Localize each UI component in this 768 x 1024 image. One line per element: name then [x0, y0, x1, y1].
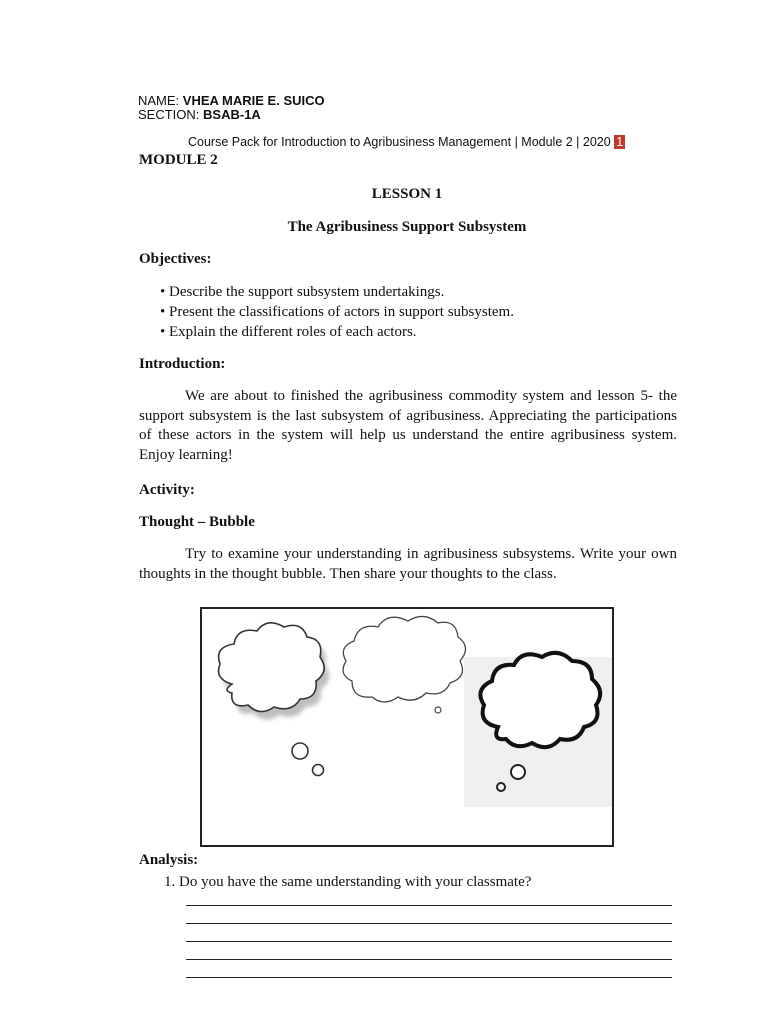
name-label: NAME: [138, 93, 180, 108]
objective-item: • Describe the support subsystem undertakings. [160, 284, 445, 300]
lesson-number: LESSON 1 [371, 186, 443, 202]
answer-line[interactable] [186, 977, 672, 978]
course-header [188, 135, 625, 149]
module-title: MODULE 2 [139, 152, 218, 168]
section-label: SECTION: [138, 107, 200, 122]
answer-line[interactable] [186, 905, 672, 906]
activity-subheading: Thought – Bubble [139, 514, 255, 530]
page-number: 1 [616, 135, 624, 149]
activity-heading: Activity: [139, 482, 195, 498]
lesson-title: The Agribusiness Support Subsystem [287, 219, 527, 235]
introduction-heading: Introduction: [139, 356, 226, 372]
objective-item: • Present the classifications of actors in support subsystem. [160, 304, 514, 320]
course-line: Course Pack for Introduction to Agribusiness Management | Module 2 | 2020 [188, 135, 611, 149]
section-value: BSAB-1A [203, 107, 261, 122]
analysis-question: 1. Do you have the same understanding with your classmate? [164, 874, 532, 890]
thought-cloud-left [219, 623, 330, 776]
analysis-heading: Analysis: [139, 852, 199, 868]
objectives-heading: Objectives: [139, 251, 212, 267]
thought-bubbles-illustration [202, 609, 612, 845]
activity-text: Try to examine your understanding in agribusiness subsystems. Write your own thoughts in the thought bubble. Then share your thoughts to the class. [139, 546, 677, 582]
thought-cloud-middle [343, 616, 465, 713]
answer-line[interactable] [186, 941, 672, 942]
objective-item: • Explain the different roles of each actors. [160, 324, 417, 340]
answer-line[interactable] [186, 923, 672, 924]
section-line [138, 107, 261, 122]
name-line [138, 93, 325, 108]
introduction-text: We are about to finished the agribusiness commodity system and lesson 5- the support subsystem is the last subsystem of agribusiness. Appreciating the participations of these actors in the system will help us understand the entire agribusiness system. Enjoy learning! [139, 388, 677, 463]
student-name: VHEA MARIE E. SUICO [182, 93, 325, 108]
thought-bubble-figure [200, 607, 614, 847]
answer-line[interactable] [186, 959, 672, 960]
